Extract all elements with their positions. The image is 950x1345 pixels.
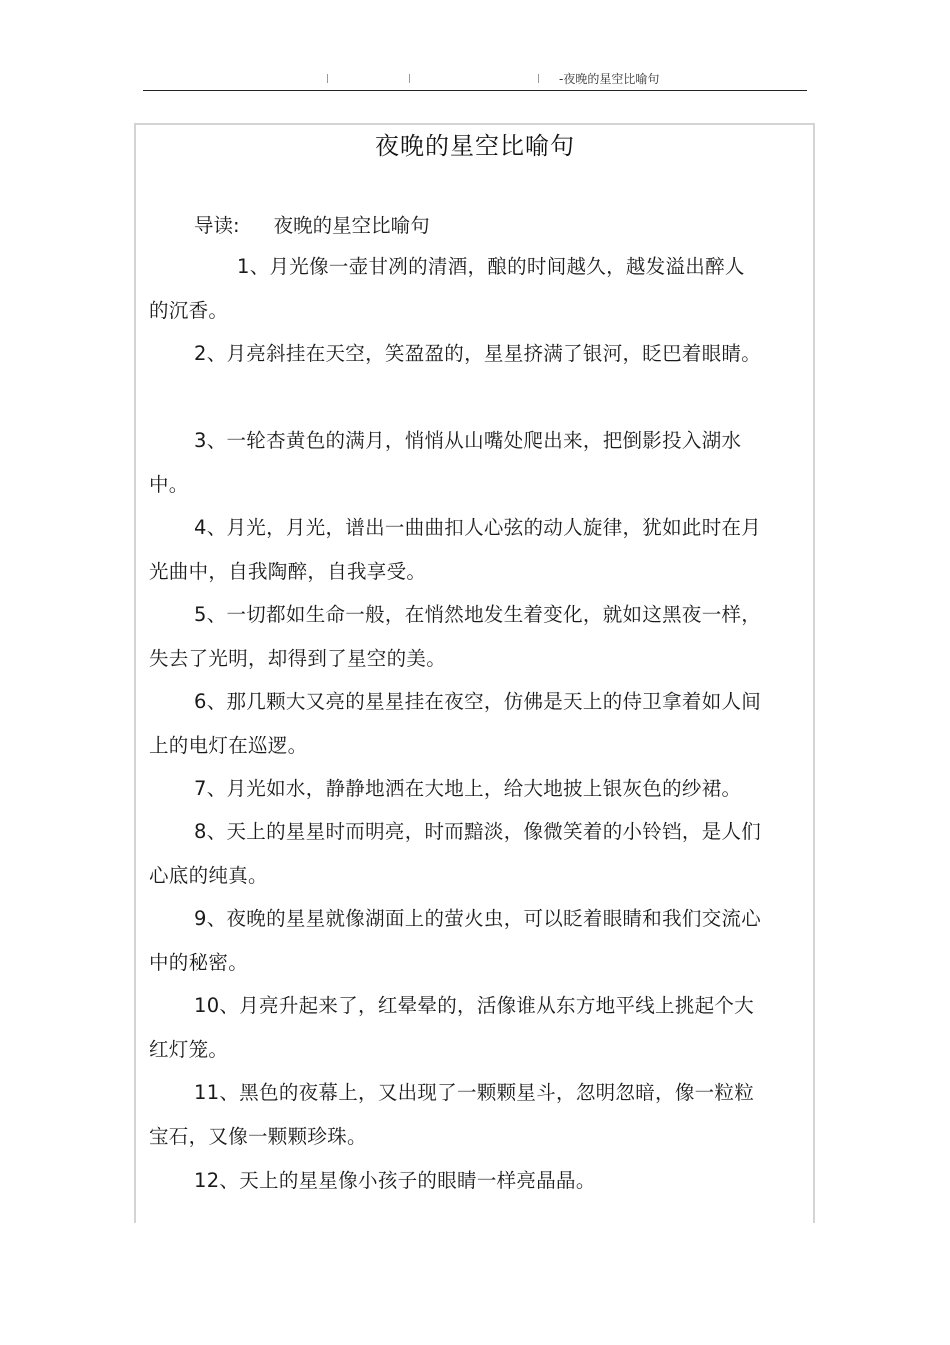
list-item: 5、一切都如生命一般，在悄然地发生着变化，就如这黑夜一样，失去了光明，却得到了星空的美。: [149, 603, 762, 670]
list-item: 1、月光像一壶甘冽的清酒，酿的时间越久，越发溢出醉人的沉香。: [149, 255, 745, 322]
running-header: [143, 68, 807, 91]
header-tick: [409, 74, 410, 83]
lead-label: 导读:: [194, 214, 240, 237]
list-item: 12、天上的星星像小孩子的眼睛一样亮晶晶。: [194, 1169, 596, 1192]
list-item: 6、那几颗大又亮的星星挂在夜空，仿佛是天上的侍卫拿着如人间上的电灯在巡逻。: [149, 690, 762, 757]
list-item: 2、月亮斜挂在天空，笑盈盈的，星星挤满了银河，眨巴着眼睛。: [194, 342, 762, 365]
list-item: 9、夜晚的星星就像湖面上的萤火虫，可以眨着眼睛和我们交流心中的秘密。: [149, 907, 762, 974]
header-tick: [538, 74, 539, 83]
lead-text: 夜晚的星空比喻句: [273, 214, 430, 237]
running-title: -夜晚的星空比喻句: [559, 72, 660, 86]
list-item: 8、天上的星星时而明亮，时而黯淡，像微笑着的小铃铛，是人们心底的纯真。: [149, 820, 762, 887]
list-item: 4、月光，月光，谱出一曲曲扣人心弦的动人旋律，犹如此时在月光曲中，自我陶醉，自我享受。: [149, 516, 762, 583]
list-item: 3、一轮杏黄色的满月，悄悄从山嘴处爬出来，把倒影投入湖水中。: [149, 429, 742, 496]
lead-line: [194, 210, 430, 238]
header-tick: [327, 74, 328, 83]
list-item: 7、月光如水，静静地洒在大地上，给大地披上银灰色的纱裙。: [194, 777, 742, 800]
list-item: 11、黑色的夜幕上，又出现了一颗颗星斗，忽明忽暗，像一粒粒宝石，又像一颗颗珍珠。: [149, 1081, 755, 1148]
document-title: 夜晚的星空比喻句: [375, 132, 575, 160]
list-item: 10、月亮升起来了，红晕晕的，活像谁从东方地平线上挑起个大红灯笼。: [149, 994, 755, 1061]
